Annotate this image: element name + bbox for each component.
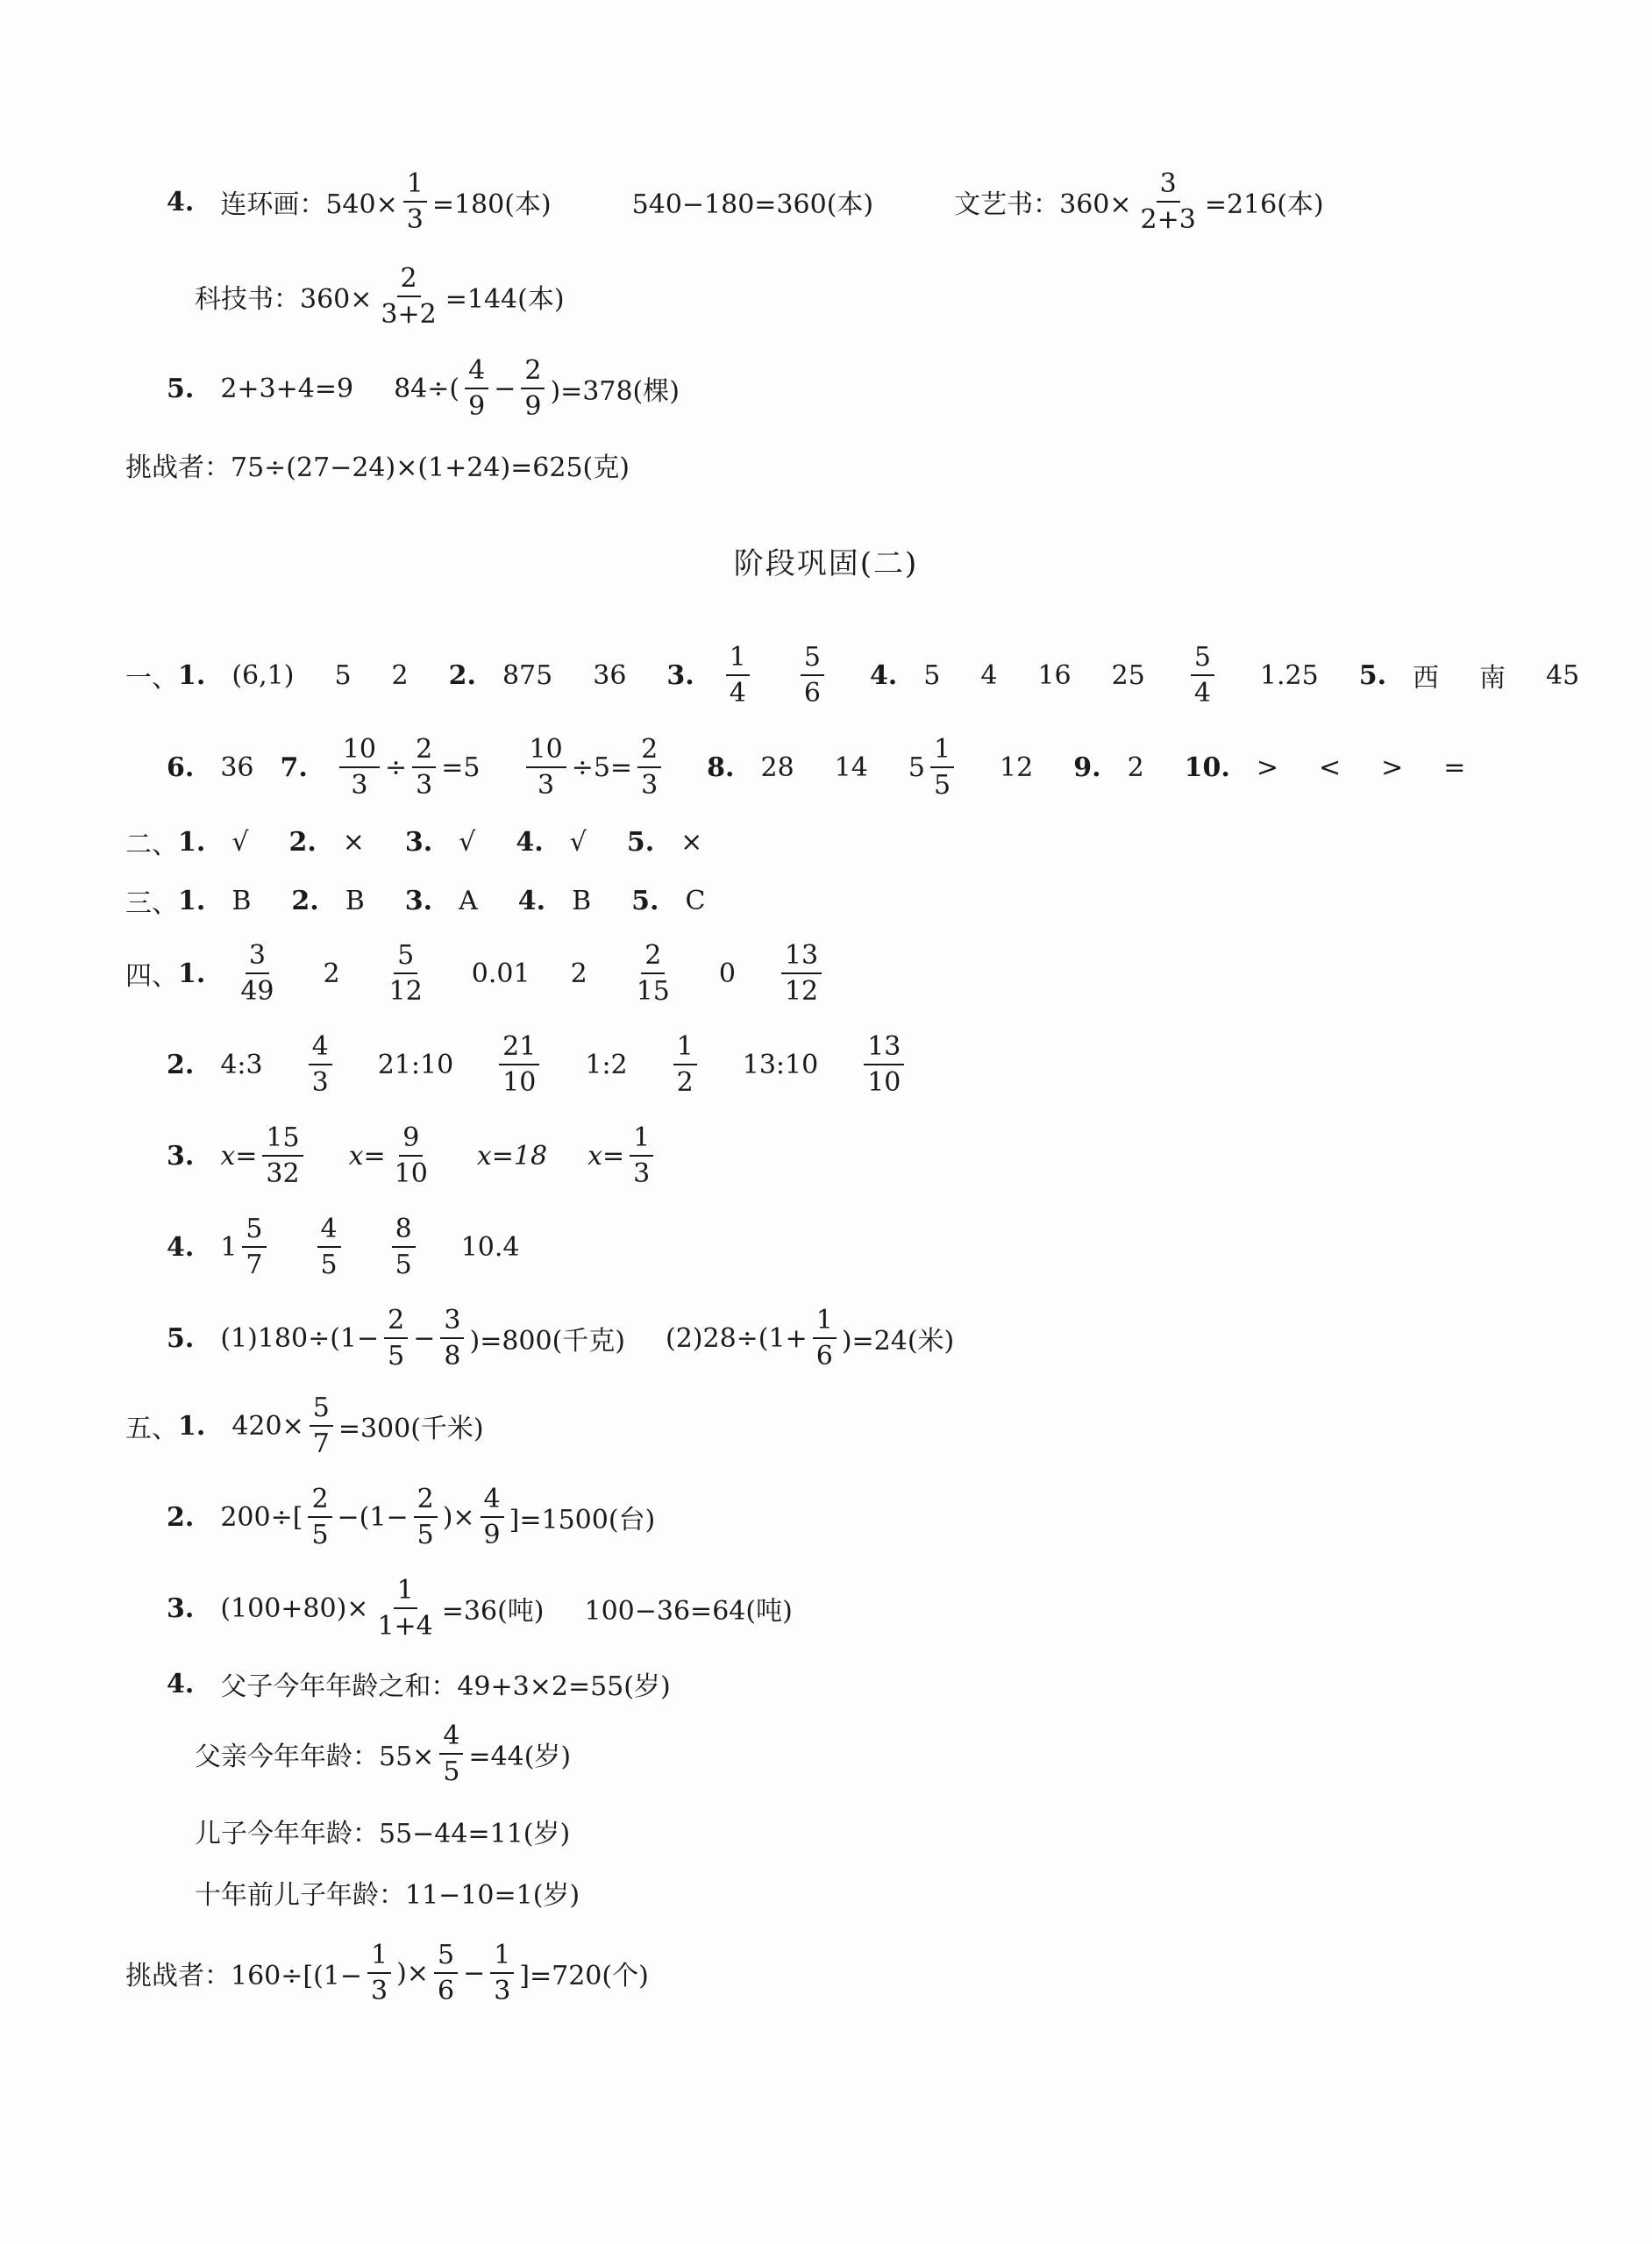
text-part2-n3: 3. [404,826,433,858]
text-part1-r1-t4: 875 [502,659,553,691]
fraction [434,1941,458,2005]
fraction [403,169,427,234]
text-part1-r2-t5: 2 [1127,752,1144,783]
fraction [633,941,673,1006]
top-q4b-line [195,244,565,349]
part1-row1 [125,623,1579,728]
part2-label: 二、 [125,830,178,860]
fraction [384,1306,408,1371]
fraction [481,1485,504,1549]
fraction [317,1215,341,1279]
text-part2-n2: 2. [288,826,317,858]
q4-text-b: =180(本) [431,189,552,220]
text-part4-r1-t3: 2 [570,958,587,989]
text-part4-r1-t1: 2 [323,958,340,989]
text-part2-a5: × [680,826,703,858]
text-part4-r4-n: 4. [167,1231,195,1263]
fraction [630,1123,653,1188]
text-part4-r5-f3n: 1 [813,1306,837,1339]
fraction [386,941,426,1006]
text-part4-r5-f1d: 5 [388,1341,405,1371]
text-part1-r1-t11: 西 [1413,663,1440,694]
q4-text-d: 文艺书：360× [954,189,1132,220]
fraction [499,1032,539,1097]
text-part3-n2: 2. [291,885,319,916]
text-top-q4-f1d: 3 [406,204,424,235]
text-part2-a1: √ [231,826,249,858]
text-part1-r2-f4n: 2 [637,735,661,768]
text-part5-r6-a: 儿子今年年龄：55−44=11(岁) [195,1819,571,1849]
text-part4-r1-t2: 0.01 [471,958,530,989]
text-part5-r2-f3n: 4 [481,1485,504,1518]
fraction [864,1032,904,1097]
text-part1-r2-f3n: 10 [526,735,566,768]
text-part2-a4: √ [569,826,587,858]
text-part3-a3: A [459,885,478,916]
text-part4-r3-f3d: 3 [633,1158,651,1189]
minus-sign: − [494,373,516,404]
fraction [377,264,439,329]
text-part1-r2-n8: 8. [707,752,735,783]
text-part5-challenger-f3n: 1 [490,1941,514,1974]
q4-text-c: 540−180=360(本) [631,189,874,220]
fraction [310,1393,333,1458]
text-part4-r5-f1n: 2 [384,1306,408,1339]
text-part5-r5-fn: 4 [439,1721,463,1755]
text-part4-r3-x4: x= [587,1140,625,1172]
text-part1-r2-f5d: 5 [933,770,951,801]
text-part1-r2-w: 5 [908,752,925,783]
text-part4-r2-f2d: 10 [502,1067,537,1098]
text-part4-r4-f2n: 4 [317,1215,341,1248]
text-part1-r2-f3d: 3 [538,770,555,801]
text-part1-r1-t5: 36 [593,659,627,691]
text-part4-r1-f4d: 12 [784,976,819,1007]
q5-text-b: 84÷( [394,373,460,404]
top-challenger [125,412,630,517]
text-part1-r1-t9: 25 [1111,659,1145,691]
top-q4-line [167,149,1324,254]
text-part4-r4-f1d: 7 [246,1250,263,1280]
text-part1-r1-n5: 5. [1358,659,1387,691]
text-part4-r4-w: 1 [220,1231,238,1263]
text-part4-r2-f3d: 2 [676,1067,694,1098]
text-part1-r2-n7: 7. [280,752,308,783]
text-part4-r5-f3d: 6 [815,1341,833,1371]
text-part1-r2-e2: ÷5= [571,752,633,783]
text-part4-r1-f2d: 12 [388,976,423,1007]
text-part1-r2-t7: < [1319,752,1342,783]
part4-row4 [167,1194,520,1300]
text-part1-r1-f1d: 4 [729,678,746,709]
text-part4-r1-t4: 0 [718,958,736,989]
text-part2-a3: √ [459,826,476,858]
fraction [439,1721,463,1786]
text-part5-r2-a: 200÷[ [220,1501,303,1533]
text-part4-r5-b: )=800(千克) [469,1326,625,1357]
text-part5-r3-c: 100−36=64(吨) [584,1596,793,1627]
section-title: 阶段巩固(二) [733,546,919,581]
text-part5-r4-a: 父子今年年龄之和：49+3×2=55(岁) [220,1671,671,1702]
text-part4-r5-c: (2)28÷(1+ [666,1322,808,1354]
text-part4-r1-n: 1. [178,958,206,989]
text-top-q5-f1n: 4 [465,356,488,389]
text-top-q4b-fd: 3+2 [381,299,437,330]
part4-row2 [167,1012,909,1117]
text-part5-r3-n: 3. [167,1592,195,1624]
text-part4-r5-d: )=24(米) [841,1326,955,1357]
mixed-number [220,1215,271,1279]
text-part1-r2-t4: 12 [1000,752,1034,783]
text-part5-challenger-b: )× [396,1957,429,1989]
text-part1-r1-t2: 5 [334,659,352,691]
text-part4-r1-f2n: 5 [394,941,417,974]
mixed-number [908,735,959,800]
part5-challenger [125,1920,649,2026]
q5-number: 5. [167,373,195,404]
text-part1-r1-n1: 1. [178,659,206,691]
q4-number: 4. [167,186,195,217]
text-part1-r1-n2: 2. [448,659,476,691]
text-part1-r1-t13: 45 [1546,659,1580,691]
text-part5-challenger-c: ]=720(个) [519,1961,649,1991]
text-part1-r2-f1n: 10 [339,735,380,768]
fraction [490,1941,514,2005]
text-part1-r1-t8: 16 [1037,659,1072,691]
text-part5-r3-a: (100+80)× [220,1592,369,1624]
text-top-q4-f2d: 2+3 [1140,204,1196,235]
part4-row1 [125,921,827,1026]
text-part5-r2-f1d: 5 [311,1520,329,1550]
text-part5-r5-fd: 5 [443,1756,460,1787]
text-part1-r2-n9: 9. [1073,752,1101,783]
q5-text-c: )=378(棵) [550,376,680,407]
fraction [237,941,277,1006]
text-part4-r3-x2: x= [348,1140,386,1172]
text-part4-r5-f2d: 8 [444,1341,461,1371]
text-part1-r2-n6: 6. [167,752,195,783]
text-part3-n5: 5. [631,885,659,916]
text-part5-r2-n: 2. [167,1501,195,1533]
text-part5-r4-n: 4. [167,1668,195,1699]
fraction [440,1306,464,1371]
text-part4-r1-f1d: 49 [240,976,274,1007]
text-part4-r3-x1: x= [220,1140,258,1172]
text-part4-r5-a: (1)180÷(1− [220,1322,380,1354]
text-part4-r2-f1d: 3 [311,1067,329,1098]
text-part1-r1-f2d: 6 [803,678,821,709]
text-part1-r1-t7: 4 [980,659,998,691]
challenger-text: 挑战者：75÷(27−24)×(1+24)=625(克) [125,452,630,483]
fraction [801,643,824,708]
text-part4-r3-n: 3. [167,1140,195,1172]
text-part1-r2-f4d: 3 [641,770,659,801]
part1-label: 一、 [125,663,178,694]
text-part1-r2-t1: 36 [220,752,254,783]
text-part4-r2-f4n: 13 [864,1032,904,1065]
text-part4-r4-f2d: 5 [320,1250,338,1280]
text-part5-r5-b: =44(岁) [468,1742,572,1772]
fraction [726,643,750,708]
text-part4-r3-f1d: 32 [266,1158,300,1189]
text-part5-r1-fd: 7 [312,1428,330,1459]
text-part4-r2-t1: 4:3 [220,1049,263,1080]
text-top-q4b-fn: 2 [397,264,421,297]
text-part1-r2-t6: > [1256,752,1278,783]
q4b-text-a: 科技书：360× [195,284,373,315]
text-part5-r2-d: ]=1500(台) [509,1505,656,1535]
text-part5-r2-f3d: 9 [483,1520,501,1550]
text-part5-challenger-f1d: 3 [371,1976,388,2006]
text-part4-r3-f3n: 1 [630,1123,653,1157]
text-part1-r2-f2n: 2 [412,735,436,768]
part5-row1 [125,1373,484,1478]
text-part5-challenger-f2n: 5 [434,1941,458,1974]
text-part3-n4: 4. [517,885,546,916]
text-part4-r4-t1: 10.4 [460,1231,520,1263]
text-part4-r4-f1n: 5 [242,1215,266,1248]
fraction [242,1215,266,1279]
text-part3-a5: C [685,885,706,916]
fraction [1191,643,1214,708]
text-part5-r3-fn: 1 [394,1576,417,1609]
fraction [392,1215,416,1279]
text-part3-n3: 3. [404,885,433,916]
part5-label: 五、 [125,1414,178,1444]
text-part1-r1-t6: 5 [923,659,941,691]
q4b-text-b: =144(本) [445,284,565,315]
fraction [465,356,488,421]
text-part5-r3-b: =36(吨) [441,1596,545,1627]
part4-label: 四、 [125,961,178,992]
text-top-q5-f2n: 2 [521,356,545,389]
text-part5-r1-n: 1. [178,1410,206,1442]
text-part4-r2-t4: 13:10 [742,1049,819,1080]
text-part1-r2-f2d: 3 [416,770,433,801]
text-top-q5-f1d: 9 [468,391,486,422]
text-part4-r3-f2n: 9 [399,1123,423,1157]
fraction [813,1306,837,1371]
text-part4-r2-n: 2. [167,1049,195,1080]
text-part1-r2-d1: ÷ [385,752,408,783]
text-part2-n5: 5. [626,826,655,858]
text-part1-r1-t1: (6,1) [231,659,295,691]
q4-text-a: 连环画：540× [220,189,398,220]
text-part4-r2-f2n: 21 [499,1032,539,1065]
fraction [673,1032,697,1097]
fraction [308,1485,331,1549]
fraction [309,1032,332,1097]
part4-row3 [167,1103,659,1208]
text-part5-r2-f1n: 2 [308,1485,331,1518]
text-part1-r2-f1d: 3 [351,770,368,801]
text-part1-r1-n4: 4. [869,659,898,691]
text-part4-r4-f3d: 5 [395,1250,412,1280]
part3-label: 三、 [125,888,178,919]
text-part5-challenger-f3d: 3 [494,1976,511,2006]
text-part5-r1-a: 420× [231,1410,304,1442]
text-part5-challenger-f2d: 6 [437,1976,455,2006]
text-part1-r1-f1n: 1 [726,643,750,676]
text-part4-r3-f1n: 15 [262,1123,303,1157]
text-part5-r2-f2n: 2 [414,1485,438,1518]
fraction [367,1941,391,2005]
text-part2-n4: 4. [516,826,544,858]
text-part4-r3-f2d: 10 [394,1158,428,1189]
text-part2-n1: 1. [178,826,206,858]
text-part1-r1-t3: 2 [391,659,409,691]
text-part1-r1-n3: 3. [666,659,694,691]
text-part1-r1-f3n: 5 [1191,643,1214,676]
text-part5-challenger-a: 挑战者：160÷[(1− [125,1961,363,1991]
text-part1-r2-f5n: 1 [930,735,954,768]
text-part4-r5-f2n: 3 [440,1306,464,1339]
text-part5-r2-c: )× [442,1501,475,1533]
text-part4-r1-f4n: 13 [781,941,822,974]
text-part4-r2-t3: 1:2 [585,1049,628,1080]
text-part4-r5-m: − [413,1322,436,1354]
text-part5-r2-b: −(1− [337,1501,409,1533]
text-part5-challenger-f1n: 1 [367,1941,391,1974]
q5-text-a: 2+3+4=9 [220,373,354,404]
text-part4-r2-f4d: 10 [867,1067,901,1098]
text-part5-r3-fd: 1+4 [377,1611,433,1642]
text-part1-r1-f3d: 4 [1193,678,1211,709]
fraction [521,356,545,421]
text-part5-r1-fn: 5 [310,1393,333,1427]
fraction [930,735,954,800]
text-top-q5-f2d: 9 [524,391,542,422]
text-part1-r2-t2: 28 [760,752,794,783]
fraction [262,1123,303,1188]
text-top-q4-f2n: 3 [1157,169,1180,203]
text-part1-r1-f2n: 5 [801,643,824,676]
text-part4-r1-f1n: 3 [246,941,269,974]
text-part4-r3-x3: x=18 [476,1140,548,1172]
text-part5-r2-f2d: 5 [417,1520,434,1550]
text-part4-r2-f1n: 4 [309,1032,332,1065]
text-part1-r1-t10: 1.25 [1259,659,1319,691]
text-part3-a1: B [231,885,252,916]
text-part4-r2-f3n: 1 [673,1032,697,1065]
text-part3-n1: 1. [178,885,206,916]
text-part2-a2: × [342,826,365,858]
fraction [414,1485,438,1549]
text-part1-r2-e1: =5 [441,752,481,783]
text-part4-r2-t2: 21:10 [377,1049,454,1080]
fraction [781,941,822,1006]
text-part5-r5-a: 父亲今年年龄：55× [195,1742,435,1772]
fraction [1137,169,1200,234]
text-part3-a2: B [345,885,365,916]
q4-text-e: =216(本) [1204,189,1324,220]
text-part1-r2-t8: > [1381,752,1404,783]
text-part4-r1-f3n: 2 [641,941,665,974]
text-part4-r5-n: 5. [167,1322,195,1354]
text-part1-r2-n10: 10. [1184,752,1230,783]
text-part1-r2-t9: = [1443,752,1466,783]
text-part5-challenger-m: − [463,1957,486,1989]
text-part1-r1-t12: 南 [1479,663,1506,694]
text-part4-r4-f3n: 8 [392,1215,416,1248]
text-part1-r2-t3: 14 [834,752,868,783]
fraction [391,1123,431,1188]
text-top-q4-f1n: 1 [403,169,427,203]
text-part4-r1-f3d: 15 [636,976,670,1007]
text-part5-r7-a: 十年前儿子年龄：11−10=1(岁) [195,1880,580,1911]
part5-row2 [167,1464,655,1570]
text-part3-a4: B [572,885,592,916]
text-part5-r1-b: =300(千米) [338,1414,484,1444]
